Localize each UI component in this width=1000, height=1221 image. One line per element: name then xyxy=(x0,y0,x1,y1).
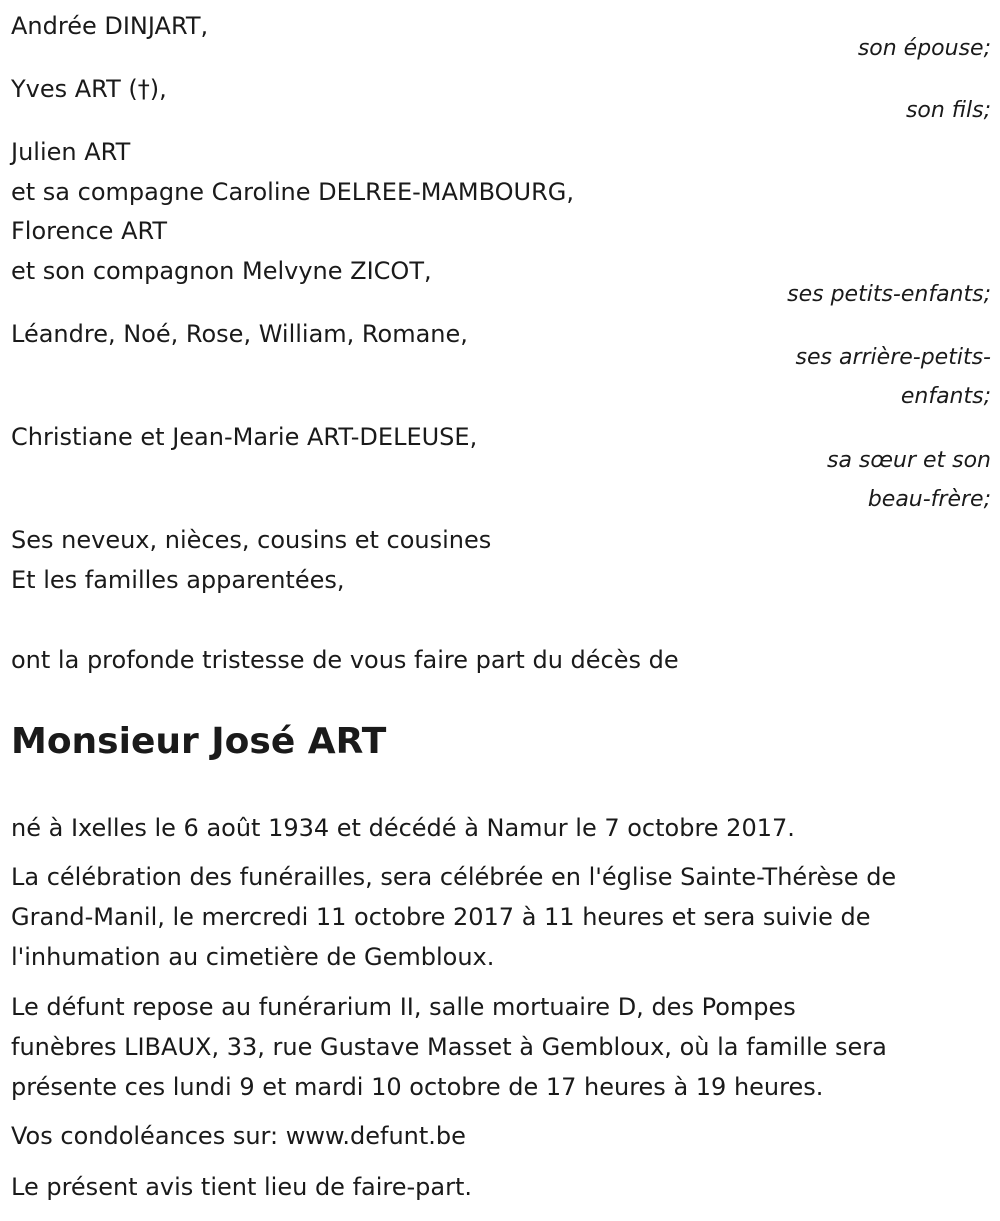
son-role: son fils; xyxy=(905,98,991,123)
viewing-line-3: présente ces lundi 9 et mardi 10 octobre de 17 heures à 19 heures. xyxy=(11,1073,824,1101)
spouse-role: son épouse; xyxy=(857,36,991,61)
obituary-notice xyxy=(11,0,991,1221)
sister-role-line-1: sa sœur et son xyxy=(826,448,991,473)
grandchild-line-3: Florence ART xyxy=(11,217,168,245)
ceremony-line-1: La célébration des funérailles, sera célébrée en l'église Sainte-Thérèse de xyxy=(11,863,897,891)
sister-names: Christiane et Jean-Marie ART-DELEUSE, xyxy=(11,423,478,451)
announcement-intro: ont la profonde tristesse de vous faire part du décès de xyxy=(11,646,679,674)
ceremony-paragraph xyxy=(11,857,991,977)
great-grandchildren-role-line-1: ses arrière-petits- xyxy=(795,345,991,370)
grandchild-line-4: et son compagnon Melvyne ZICOT, xyxy=(11,257,432,285)
ceremony-line-3: l'inhumation au cimetière de Gembloux. xyxy=(11,943,495,971)
great-grandchildren-names: Léandre, Noé, Rose, William, Romane, xyxy=(11,320,468,348)
deceased-name: Monsieur José ART xyxy=(11,721,387,762)
relatives-line-1: Ses neveux, nièces, cousins et cousines xyxy=(11,526,492,554)
viewing-paragraph xyxy=(11,987,991,1107)
sister-role-line-2: beau-frère; xyxy=(867,487,991,512)
relatives-line-2: Et les familles apparentées, xyxy=(11,566,345,594)
ceremony-line-2: Grand-Manil, le mercredi 11 octobre 2017 à 11 heures et sera suivie de xyxy=(11,903,871,931)
viewing-line-1: Le défunt repose au funérarium II, salle mortuaire D, des Pompes xyxy=(11,993,796,1021)
notice-statement: Le présent avis tient lieu de faire-part. xyxy=(11,1173,473,1201)
grandchild-line-2: et sa compagne Caroline DELREE-MAMBOURG, xyxy=(11,178,575,206)
birth-death-info: né à Ixelles le 6 août 1934 et décédé à Namur le 7 octobre 2017. xyxy=(11,814,795,842)
son-name: Yves ART (†), xyxy=(11,75,167,103)
spouse-name: Andrée DINJART, xyxy=(11,12,209,40)
great-grandchildren-role-line-2: enfants; xyxy=(900,384,991,409)
condolences-link: Vos condoléances sur: www.defunt.be xyxy=(11,1122,466,1150)
viewing-line-2: funèbres LIBAUX, 33, rue Gustave Masset à Gembloux, où la famille sera xyxy=(11,1033,887,1061)
grandchildren-role: ses petits-enfants; xyxy=(787,282,991,307)
grandchild-line-1: Julien ART xyxy=(11,138,131,166)
